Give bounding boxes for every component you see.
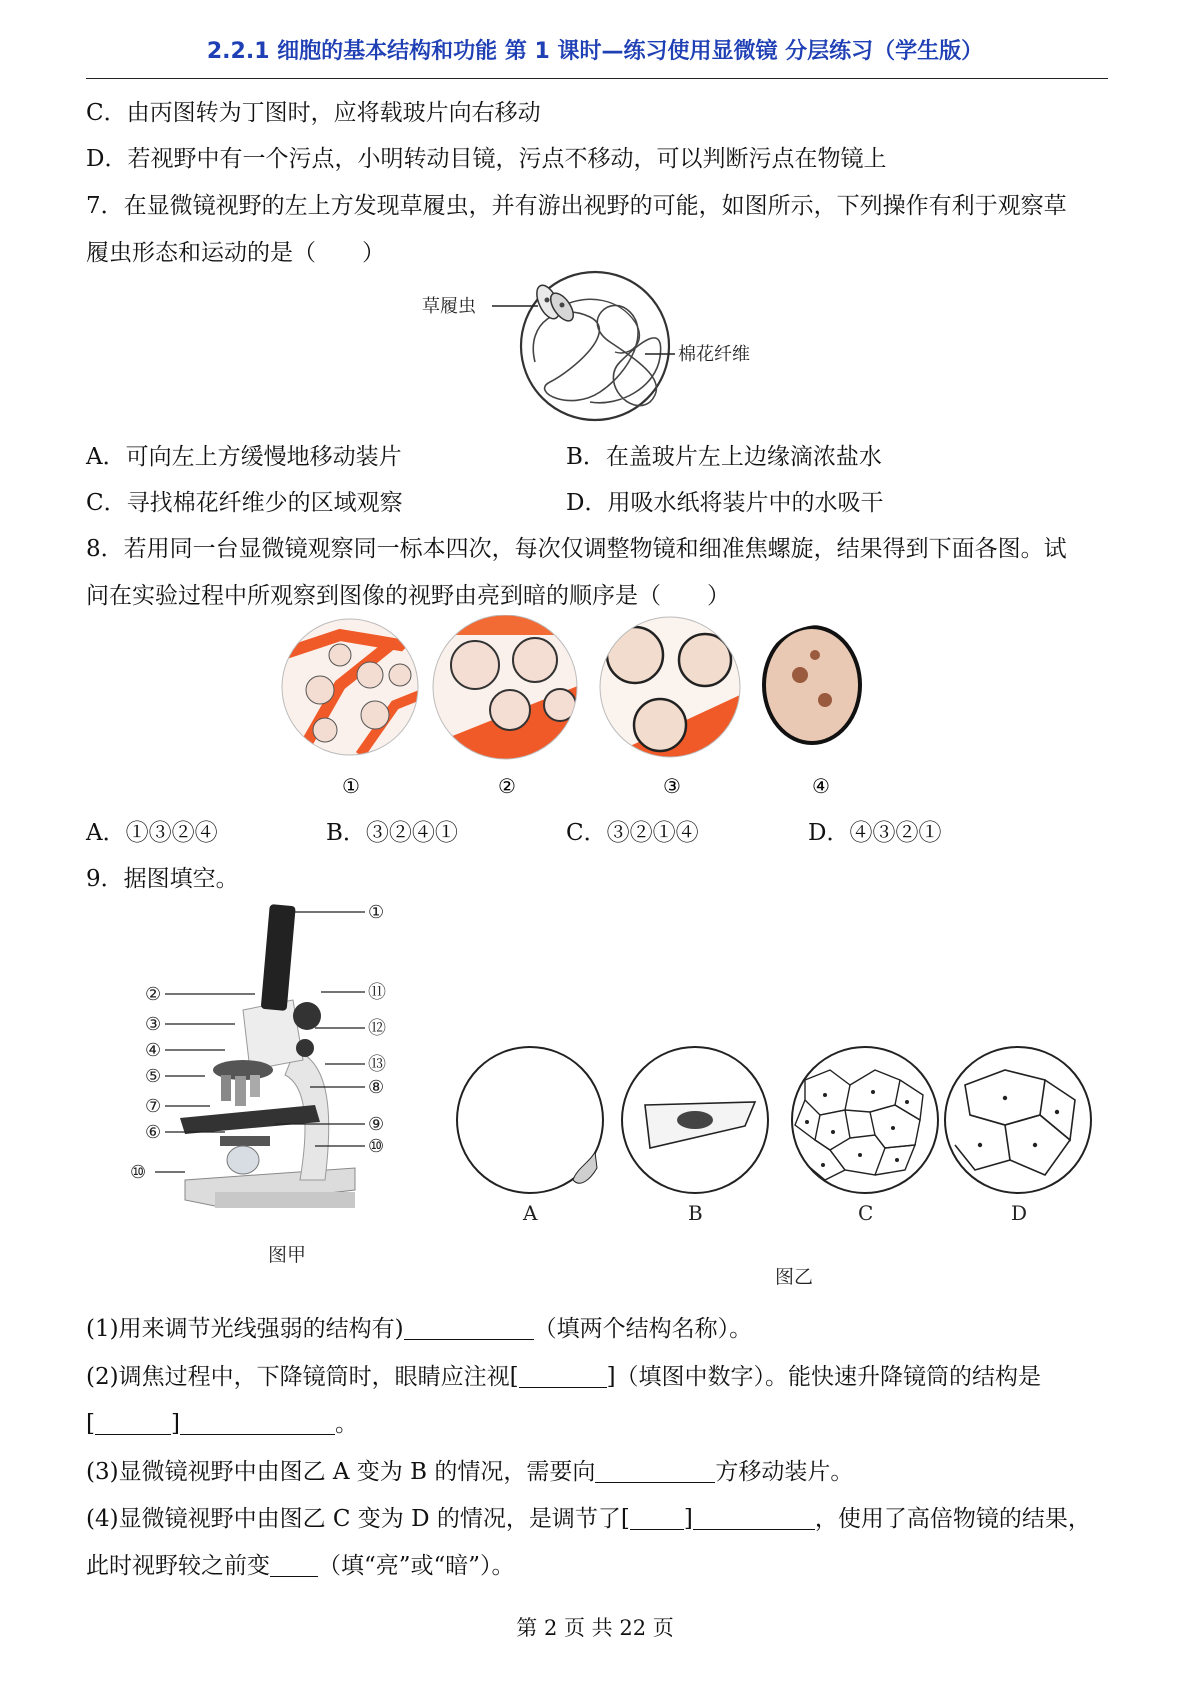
- q8-stem-line1: 8．若用同一台显微镜观察同一标本四次，每次仅调整物镜和细准焦螺旋，结果得到下面各图。试: [86, 536, 1067, 562]
- q9-sub2-line1: [86, 1358, 1041, 1391]
- q9-sub1: [86, 1310, 752, 1343]
- page-header-title: 2.2.1 细胞的基本结构和功能 第 1 课时—练习使用显微镜 分层练习（学生版）: [206, 39, 984, 64]
- caption-yi: 图乙: [775, 1266, 814, 1288]
- q7-option-a: A．可向左上方缓慢地移动装片: [86, 444, 402, 470]
- q9-sub1-after: （填两个结构名称）。: [533, 1316, 753, 1342]
- field-letter-b: B: [688, 1201, 703, 1225]
- mic-label-3: ③: [145, 1014, 162, 1035]
- q7-option-d: D．用吸水纸将装片中的水吸干: [566, 490, 884, 516]
- mic-label-10-left: ⑩: [130, 1162, 147, 1183]
- q6-option-d: D．若视野中有一个污点，小明转动目镜，污点不移动，可以判断污点在物镜上: [86, 146, 887, 172]
- q9-sub3-after: 方移动装片。: [715, 1459, 854, 1485]
- label-paramecium: 草履虫: [422, 296, 476, 317]
- q9-sub4-blank-name[interactable]: [693, 1509, 815, 1530]
- q9-stem: 9．据图填空。: [86, 866, 239, 892]
- q9-sub3-blank[interactable]: [595, 1462, 715, 1483]
- field-letter-a: A: [523, 1201, 538, 1225]
- page-number: 第 2 页 共 22 页: [516, 1616, 674, 1640]
- q6-option-c: C．由丙图转为丁图时，应将载玻片向右移动: [86, 100, 541, 126]
- q7-stem-line1: 7．在显微镜视野的左上方发现草履虫，并有游出视野的可能，如图所示，下列操作有利于观察草: [86, 193, 1067, 219]
- mic-label-13: ⑬: [368, 1054, 386, 1075]
- q9-sub4-line2: 此时视野较之前变: [86, 1553, 270, 1579]
- q9-sub2-end: 。: [334, 1411, 358, 1437]
- q9-sub2-text: (2)调焦过程中，下降镜筒时，眼睛应注视[: [86, 1364, 519, 1390]
- q7-paramecium-figure: [420, 262, 800, 432]
- q7-option-c: C．寻找棉花纤维少的区域观察: [86, 490, 403, 516]
- q9-sub4-blank-bright[interactable]: [270, 1556, 318, 1577]
- mic-label-12: ⑫: [368, 1018, 386, 1039]
- mic-label-8: ⑧: [368, 1077, 385, 1098]
- q9-sub2-close: ]: [170, 1411, 180, 1437]
- q9-fields-figure: [445, 1040, 1095, 1225]
- q9-sub4-mid: ]: [683, 1506, 693, 1532]
- q9-sub2-after: ]（填图中数字）。能快速升降镜筒的结构是: [606, 1364, 1042, 1390]
- q9-sub1-blank[interactable]: [404, 1319, 534, 1340]
- caption-jia: 图甲: [268, 1244, 307, 1266]
- q9-sub4-line2-after: （填“亮”或“暗”）。: [318, 1553, 515, 1579]
- q8-option-d: D．④③②①: [808, 820, 942, 846]
- q9-sub4-line2: [86, 1547, 515, 1580]
- q8-stem-line2: 问在实验过程中所观察到图像的视野由亮到暗的顺序是（ ）: [86, 583, 730, 609]
- q8-option-c: C．③②①④: [566, 820, 699, 846]
- q8-option-a: A．①③②④: [86, 820, 218, 846]
- mic-label-11: ⑪: [368, 982, 386, 1003]
- q9-sub3: [86, 1453, 853, 1486]
- q9-sub2-blank-number[interactable]: [519, 1367, 607, 1388]
- q8-fig-num-3: ③: [663, 774, 681, 798]
- q9-sub4-blank-number[interactable]: [630, 1509, 684, 1530]
- mic-label-4: ④: [145, 1040, 162, 1061]
- q9-sub2-blank-name[interactable]: [180, 1414, 335, 1435]
- label-cotton-fiber: 棉花纤维: [678, 344, 750, 365]
- field-letter-c: C: [858, 1201, 874, 1225]
- q7-option-b: B．在盖玻片左上边缘滴浓盐水: [566, 444, 882, 470]
- q8-fig-num-4: ④: [812, 774, 830, 798]
- q8-fig-num-1: ①: [342, 774, 360, 798]
- mic-label-9: ⑨: [368, 1114, 385, 1135]
- q9-microscope-figure: [125, 900, 425, 1240]
- q9-sub4-line1: [86, 1500, 1091, 1533]
- q9-sub2-blank-number2[interactable]: [95, 1414, 171, 1435]
- q7-stem-line2: 履虫形态和运动的是（ ）: [86, 240, 385, 266]
- q8-fig-num-2: ②: [498, 774, 516, 798]
- q9-sub4-text: (4)显微镜视野中由图乙 C 变为 D 的情况，是调节了[: [86, 1506, 630, 1532]
- header-rule: [86, 78, 1108, 79]
- q9-sub2-line2: [86, 1405, 358, 1438]
- q9-sub2-open: [: [86, 1411, 95, 1437]
- q9-sub3-text: (3)显微镜视野中由图乙 A 变为 B 的情况，需要向: [86, 1459, 596, 1485]
- mic-label-10-right: ⑩: [368, 1136, 385, 1157]
- q8-field-images: [280, 615, 900, 800]
- q9-sub4-after: ，使用了高倍物镜的结果，: [814, 1506, 1091, 1532]
- mic-label-6: ⑥: [145, 1122, 162, 1143]
- field-letter-d: D: [1011, 1201, 1028, 1225]
- q9-sub1-text: (1)用来调节光线强弱的结构有): [86, 1316, 404, 1342]
- mic-label-5: ⑤: [145, 1066, 162, 1087]
- mic-label-7: ⑦: [145, 1096, 162, 1117]
- mic-label-1: ①: [368, 902, 385, 923]
- mic-label-2: ②: [145, 984, 162, 1005]
- q8-option-b: B．③②④①: [326, 820, 458, 846]
